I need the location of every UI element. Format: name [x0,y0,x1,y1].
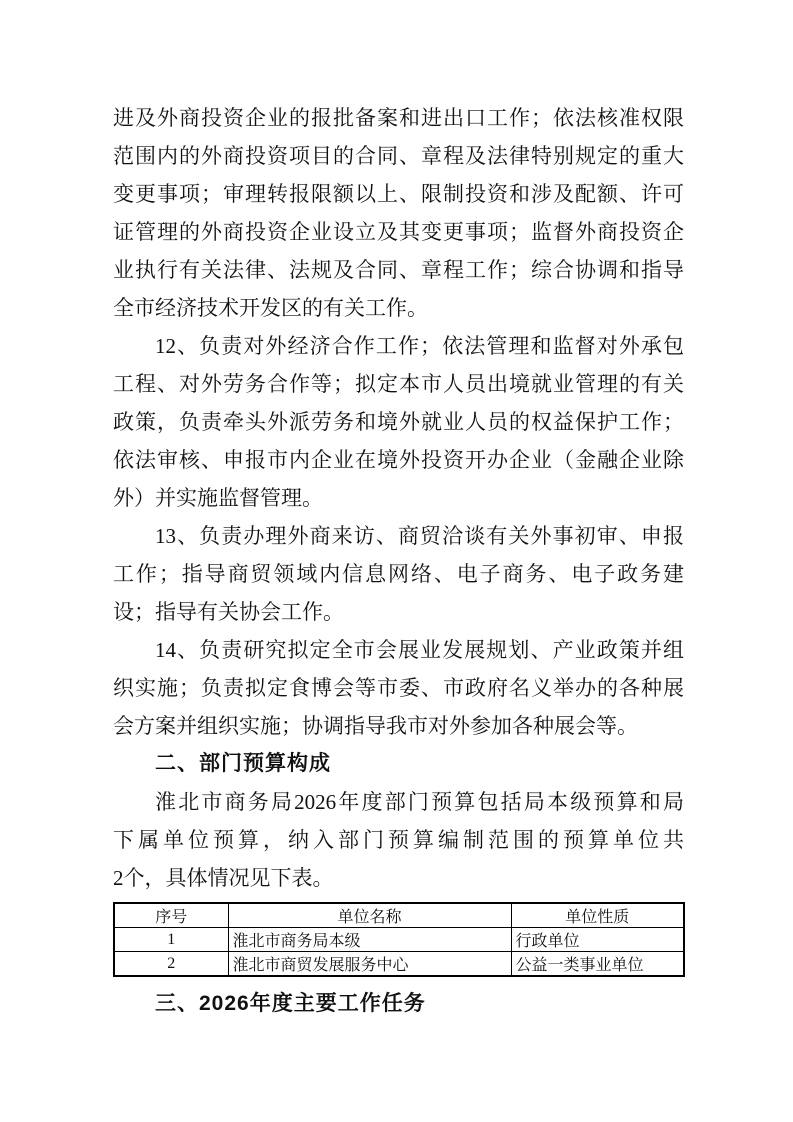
text-line: 2个，具体情况见下表。 [113,866,334,890]
table-header-unit-nature: 单位性质 [511,903,684,928]
section-heading-budget-composition: 二、部门预算构成 [155,752,331,775]
text-line: 12、负责对外经济合作工作；依法管理和监督对外承包 [155,334,684,358]
text-line: 依法审核、申报市内企业在境外投资开办企业（金融企业除 [113,448,684,472]
text-line: 13、负责办理外商来访、商贸洽谈有关外事初审、申报 [155,524,684,548]
text-line: 会方案并组织实施；协调指导我市对外参加各种展会等。 [113,714,638,738]
paragraph-12 [113,327,684,517]
table-cell-unit-name: 淮北市商贸发展服务中心 [228,952,511,977]
table-header-unit-name: 单位名称 [228,903,511,928]
text-line: 变更事项；审理转报限额以上、限制投资和涉及配额、许可 [113,182,684,206]
text-line: 外）并实施监督管理。 [113,486,323,510]
paragraph-14 [113,631,684,745]
table-cell-seq: 1 [114,928,228,952]
text-line: 工程、对外劳务合作等；拟定本市人员出境就业管理的有关 [113,372,684,396]
text-line: 设；指导有关协会工作。 [113,600,344,624]
table-row [114,952,684,977]
text-line: 织实施；负责拟定食博会等市委、市政府名义举办的各种展 [113,676,684,700]
text-line: 淮北市商务局2026年度部门预算包括局本级预算和局 [155,790,684,814]
paragraph-11-continuation [113,99,684,327]
table-cell-unit-nature: 公益一类事业单位 [511,952,684,977]
section-heading-main-tasks: 三、2026年度主要工作任务 [155,992,426,1015]
text-line: 工作；指导商贸领域内信息网络、电子商务、电子政务建 [113,562,684,586]
table-row [114,928,684,952]
text-line: 政策，负责牵头外派劳务和境外就业人员的权益保护工作； [113,410,684,434]
text-line: 全市经济技术开发区的有关工作。 [113,296,428,320]
text-line: 14、负责研究拟定全市会展业发展规划、产业政策并组 [155,638,684,662]
table-cell-unit-name: 淮北市商务局本级 [228,928,511,952]
paragraph-13 [113,517,684,631]
table-cell-seq: 2 [114,952,228,977]
table-header-seq: 序号 [114,903,228,928]
text-line: 下属单位预算，纳入部门预算编制范围的预算单位共 [113,828,684,852]
text-line: 证管理的外商投资企业设立及其变更事项；监督外商投资企 [113,220,684,244]
budget-units-table [113,902,685,977]
table-header-row [114,903,684,928]
text-line: 范围内的外商投资项目的合同、章程及法律特别规定的重大 [113,144,684,168]
text-line: 进及外商投资企业的报批备案和进出口工作；依法核准权限 [113,106,684,130]
paragraph-budget-overview [113,783,684,897]
table-cell-unit-nature: 行政单位 [511,928,684,952]
text-line: 业执行有关法律、法规及合同、章程工作；综合协调和指导 [113,258,684,282]
